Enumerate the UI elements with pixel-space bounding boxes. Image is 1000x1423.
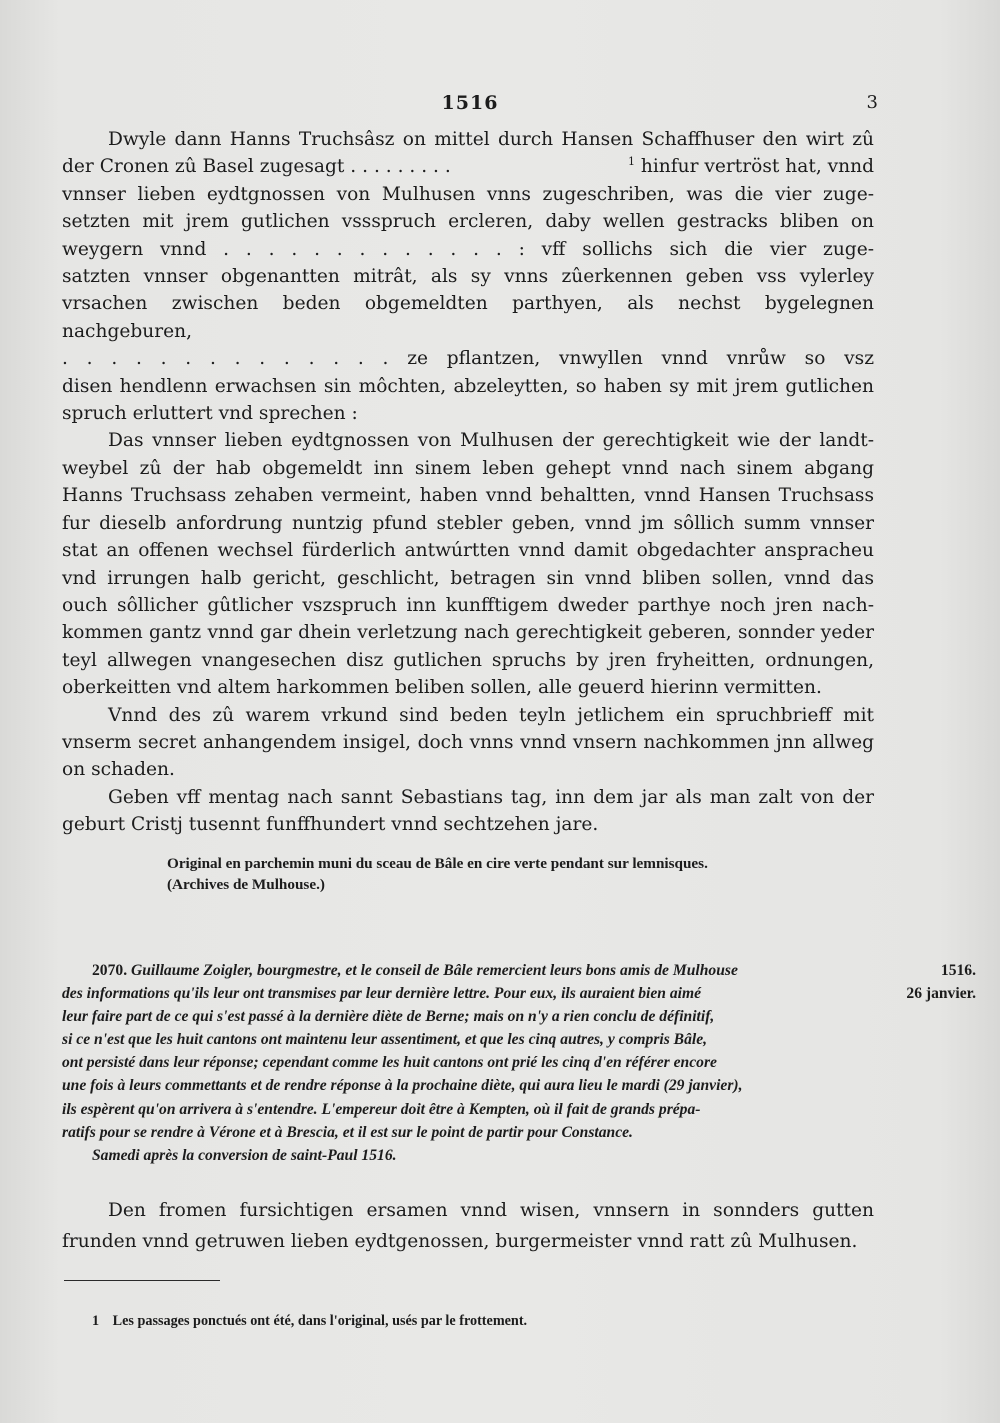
address-line: Den fromen fursichtigen ersamen vnnd wisen, vnnsern in sonnders gutten <box>108 1200 874 1221</box>
regest-line-text: Guillaume Zoigler, bourgmestre, et le conseil de Bâle remercient leurs bons amis de Mulhouse <box>131 962 738 979</box>
body-line: disen hendlenn erwachsen sin môchten, abzeleytten, so haben sy mit jrem gutlichen <box>62 375 874 397</box>
document-body <box>62 126 874 839</box>
body-line: satzten vnnser obgenantten mitrât, als sy vnns zûerkennen geben vss vylerley <box>62 266 874 288</box>
body-line: ouch sôllicher gûtlicher vszspruch inn kunfftigem dweder parthye noch jren nach- <box>62 594 874 616</box>
header-year: 1516 <box>441 92 499 114</box>
body-line: . . . . . . . . . . . . . . ze pflantzen, vnwyllen vnnd vnrůw so vsz <box>62 348 874 370</box>
body-line: vnnser lieben eydtgnossen von Mulhusen vnns zugeschriben, was die vier zuge- <box>62 183 874 205</box>
body-line <box>62 153 874 180</box>
body-line: setzten mit jrem gutlichen vssspruch ercleren, daby wellen gestracks bliben on <box>62 211 874 233</box>
body-line: Vnnd des zû warem vrkund sind beden teyln jetlichem ein spruchbrieff mit <box>108 704 874 726</box>
body-line: vnd irrungen halb gericht, geschlicht, betragen sin vnnd bliben sollen, vnnd das <box>62 567 874 589</box>
body-line-part: hinfur vertröst hat, vnnd <box>640 156 874 178</box>
regest-line: si ce n'est que les huit cantons ont maintenu leur assentiment, et que les cinq autres, y compris Bâle, <box>62 1031 708 1049</box>
body-line: teyl allwegen vnangesechen disz gutlichen spruchs by jren fryheitten, ordnungen, <box>62 649 874 671</box>
margin-date <box>876 959 976 1005</box>
regest-line <box>62 959 874 982</box>
body-line-part: der Cronen zû Basel zugesagt . . . . . . . . . <box>62 156 451 178</box>
body-line: kommen gantz vnnd gar dhein verletzung nach gerechtigkeit geberen, sonnder yeder <box>62 622 874 644</box>
regest-line: des informations qu'ils leur ont transmises par leur dernière lettre. Pour eux, ils auraient bien aimé <box>62 985 701 1003</box>
footnote-marker: 1 <box>627 155 635 169</box>
running-header <box>62 92 878 116</box>
body-line: spruch erluttert vnd sprechen : <box>62 403 358 425</box>
body-line: vrsachen zwischen beden obgemeldten parthyen, als nechst bygelegnen nachgeburen, <box>62 293 874 342</box>
body-line: vnserm secret anhangendem insigel, doch vnns vnnd vnsern nachkommen jnn allweg <box>62 731 874 753</box>
body-line: oberkeitten vnd altem harkommen beliben sollen, alle geuerd hierinn vermitten. <box>62 677 822 699</box>
letter-address <box>62 1196 874 1257</box>
footnote-reference <box>628 153 874 180</box>
regest-line: ratifs pour se rendre à Vérone et à Brescia, et il est sur le point de partir pour Constance. <box>62 1123 633 1141</box>
regest-line: Samedi après la conversion de saint-Paul 1516. <box>92 1146 397 1164</box>
body-line: Dwyle dann Hanns Truchsâsz on mittel durch Hansen Schaffhuser den wirt zû <box>108 129 874 150</box>
regest-line: une fois à leurs commettants et de rendre réponse à la prochaine diète, qui aura lieu le mardi (29 janvier), <box>62 1077 743 1095</box>
body-line: fur dieselb anfordrung nuntzig pfund stebler geben, vnnd jm sôllich summ vnnser <box>62 512 874 534</box>
margin-date-year: 1516. <box>940 962 976 979</box>
body-line: weybel zû der hab obgemeldt inn sinem leben gehept vnnd nach sinem abgang <box>62 457 874 479</box>
footnote-number: 1 <box>92 1313 100 1329</box>
body-line: Geben vff mentag nach sannt Sebastians tag, inn dem jar als man zalt von der <box>108 786 874 808</box>
body-line: geburt Cristj tusennt funffhundert vnnd sechtzehen jare. <box>62 814 599 836</box>
regest-line: ont persisté dans leur réponse; cependant comme les huit cantons ont prié les cinq d'en référer encore <box>62 1054 717 1072</box>
page-number: 3 <box>866 92 878 113</box>
address-line: frunden vnnd getruwen lieben eydtgenossen, burgermeister vnnd ratt zû Mulhusen. <box>62 1230 858 1252</box>
body-line: on schaden. <box>62 759 175 781</box>
regest <box>62 959 874 1167</box>
regest-line: ils espèrent qu'on arrivera à s'entendre. L'empereur doit être à Kempten, où il fait de grands prépa- <box>62 1100 701 1118</box>
footnote-text: Les passages ponctués ont été, dans l'original, usés par le frottement. <box>112 1313 528 1329</box>
body-line: weygern vnnd . . . . . . . . . . . . . : vff sollichs sich die vier zuge- <box>62 238 874 260</box>
body-line: stat an offenen wechsel fürderlich antwúrtten vnnd damit obgedachter anspracheu <box>62 540 874 562</box>
margin-date-day: 26 janvier. <box>906 985 976 1003</box>
regest-line: leur faire part de ce qui s'est passé à la dernière diète de Berne; mais on n'y a rien conclu de définitif, <box>62 1008 715 1026</box>
source-note <box>167 854 875 895</box>
footnote <box>92 1312 792 1330</box>
source-note-line: Original en parchemin muni du sceau de Bâle en cire verte pendant sur lemnisques. <box>167 855 708 872</box>
body-line: Hanns Truchsass zehaben vermeint, haben vnnd behaltten, vnnd Hansen Truchsass <box>62 485 874 507</box>
regest-number: 2070. <box>92 962 128 979</box>
source-note-line: (Archives de Mulhouse.) <box>167 875 325 893</box>
body-line: Das vnnser lieben eydtgnossen von Mulhusen der gerechtigkeit wie der landt- <box>108 430 874 452</box>
footnote-divider <box>64 1280 220 1281</box>
